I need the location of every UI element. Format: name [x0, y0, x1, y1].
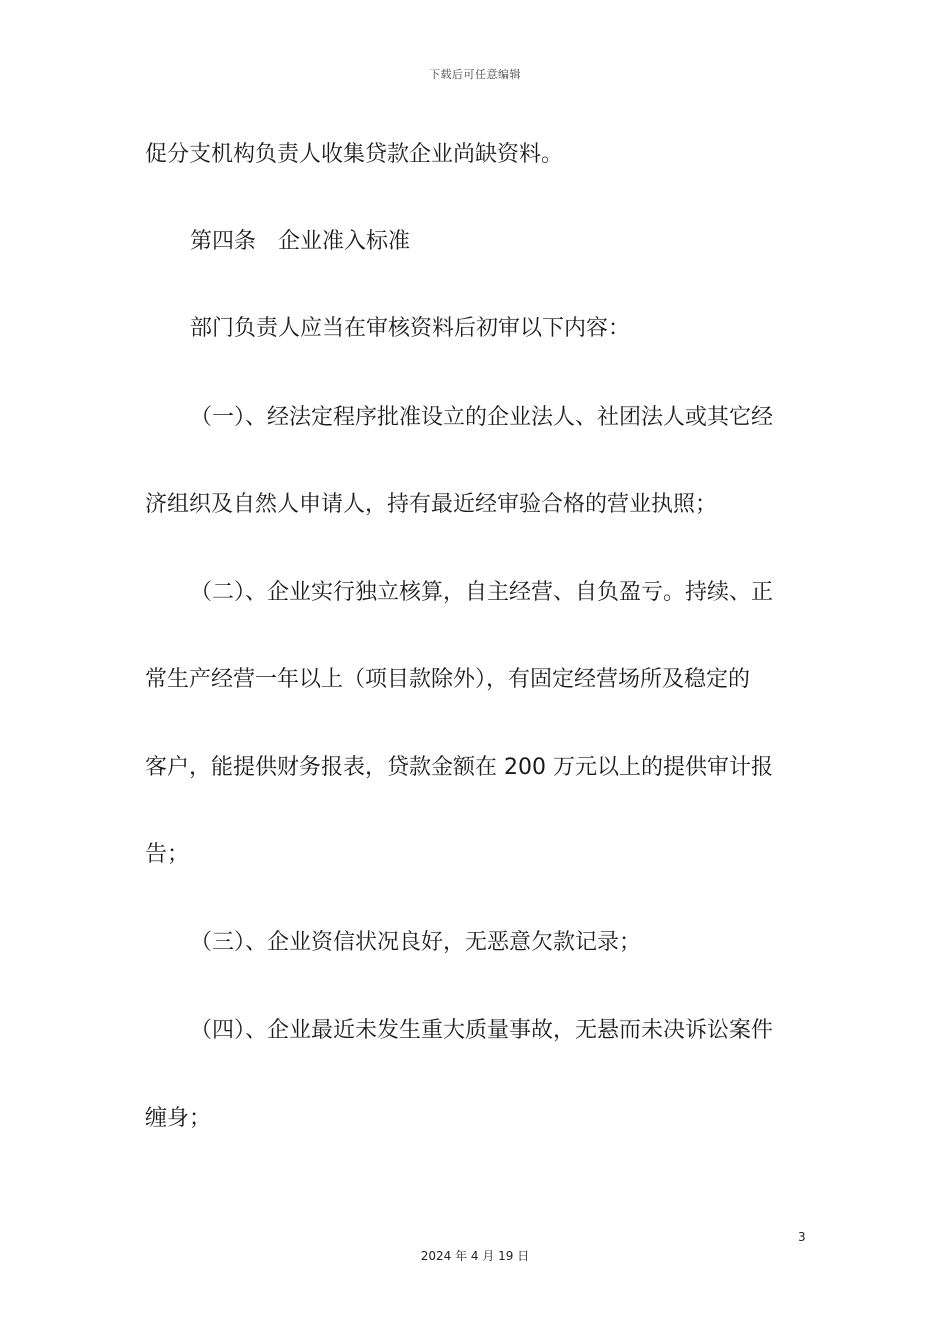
list-item-4-line: （四）、企业最近未发生重大质量事故，无悬而未决诉讼案件 — [190, 1018, 774, 1043]
paragraph-line: 部门负责人应当在审核资料后初审以下内容： — [190, 316, 631, 341]
header-note: 下载后可任意编辑 — [429, 68, 521, 81]
list-item-1-line: （一）、经法定程序批准设立的企业法人、社团法人或其它经 — [190, 405, 774, 430]
article-heading: 第四条 企业准入标准 — [190, 229, 411, 254]
list-item-2-line: 客户，能提供财务报表，贷款金额在 200 万元以上的提供审计报 — [145, 755, 773, 780]
footer-date: 2024 年 4 月 19 日 — [420, 1249, 530, 1263]
page-number: 3 — [798, 1230, 806, 1244]
paragraph-line: 促分支机构负责人收集贷款企业尚缺资料。 — [145, 142, 564, 167]
list-item-1-line: 济组织及自然人申请人，持有最近经审验合格的营业执照； — [145, 492, 718, 517]
list-item-2-line: 告； — [145, 842, 190, 867]
list-item-2-line: （二）、企业实行独立核算，自主经营、自负盈亏。持续、正 — [190, 580, 774, 605]
list-item-4-line: 缠身； — [145, 1106, 212, 1131]
list-item-3-line: （三）、企业资信状况良好，无恶意欠款记录； — [190, 930, 642, 955]
list-item-2-line: 常生产经营一年以上（项目款除外），有固定经营场所及稳定的 — [145, 667, 751, 692]
